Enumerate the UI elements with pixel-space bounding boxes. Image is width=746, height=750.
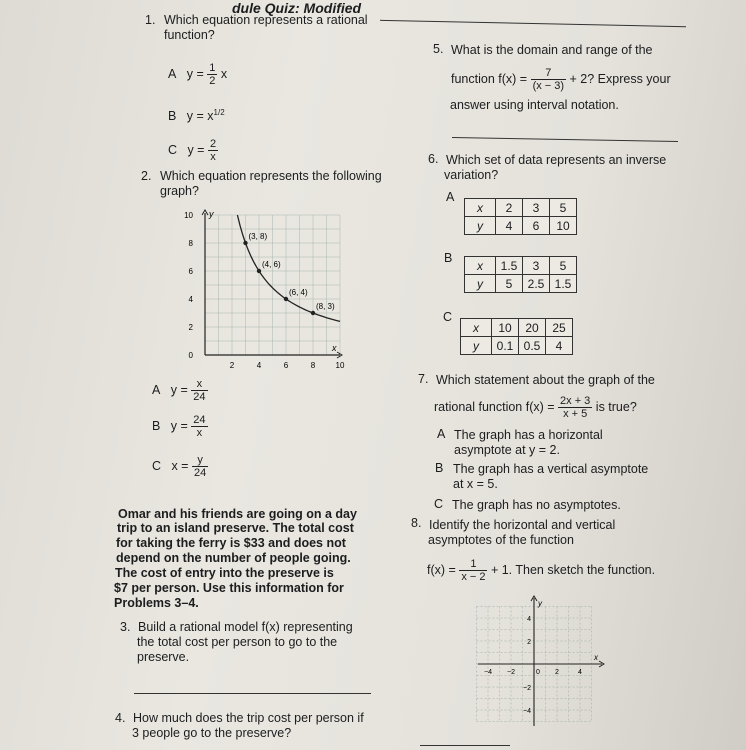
denominator: x [210,151,216,163]
row-header: y [461,337,492,355]
row-header: x [465,199,496,217]
equation-lhs: y = [187,142,205,157]
table-cell: 5 [496,275,523,293]
q3-number: 3. [120,620,131,634]
data-point-label: (4, 6) [262,260,281,269]
variable: x [220,66,228,81]
graph-grid [205,215,340,355]
equation-lhs: x = [171,458,189,473]
q5-text-line: What is the domain and range of the [451,43,653,57]
q2-option-a[interactable] [152,378,208,403]
denominator: 24 [193,391,206,403]
y-axis-label: y [209,209,214,219]
option-letter: A [437,427,446,441]
text-after-fraction: + 1. Then sketch the function. [490,562,656,577]
option-letter: A [152,382,161,397]
text-after-fraction: + 2? Express your [569,71,671,86]
row-header: y [465,217,496,235]
option-letter: C [434,497,444,511]
fraction [191,414,207,439]
numerator: 2 [209,138,217,150]
option-text: The graph has no asymptotes. [452,498,621,512]
numerator: 1 [459,558,487,571]
row-header: x [465,257,496,275]
q6-option-c-table[interactable] [460,318,573,355]
table-cell: 1.5 [550,275,577,293]
q2-text-line2: graph? [160,184,199,198]
x-tick-label: −4 [484,669,492,676]
q1-option-a[interactable] [168,62,227,87]
q6-option-a-table[interactable] [464,198,577,235]
fraction [191,378,207,403]
q6-option-b-table[interactable] [464,256,577,293]
footer-line [420,745,510,746]
data-point [284,297,288,301]
table-cell: 3 [523,257,550,275]
x-tick-label: 10 [335,361,345,370]
q5-number: 5. [433,42,444,56]
x-axis-label: x [332,343,337,353]
table-cell: 4 [546,337,573,355]
y-tick-label: 6 [188,267,193,276]
denominator: x [196,427,203,439]
numerator: 2x + 3 [560,395,591,407]
x-axis-label: x [594,653,598,662]
numerator: 7 [531,67,566,80]
denominator: (x − 3) [532,80,565,92]
data-point [243,241,247,245]
text-after-fraction: is true? [595,399,637,414]
function-lhs: f(x) = [427,562,456,577]
equation-lhs: y = [170,418,188,433]
fraction [208,138,218,163]
x-tick-label: 8 [310,361,316,370]
q2-graph [170,205,370,375]
y-tick-label: 4 [527,616,531,623]
y-tick-label: 10 [184,211,193,220]
exponent: 1/2 [213,108,225,117]
option-letter: B [168,109,177,124]
option-letter: C [152,458,162,473]
equation-lhs: y = [186,66,204,81]
q3-text-line: Build a rational model f(x) representing [138,620,353,634]
q7-number: 7. [418,372,429,386]
q1-text-line2: function? [164,28,215,42]
q4-number: 4. [115,711,126,725]
q1-option-c[interactable] [168,138,218,163]
denominator: x + 5 [563,408,588,420]
function-lhs: rational function f(x) = [434,399,555,414]
q5-text-line2 [451,67,671,92]
q7-text-line2 [434,395,637,420]
passage-line: depend on the number of people going. [116,551,351,565]
denominator: 24 [193,467,207,479]
q5-text-line: answer using interval notation. [450,98,619,112]
option-letter: A [168,66,177,81]
passage-line: trip to an island preserve. The total cost [117,521,354,535]
table-cell: 4 [496,217,523,235]
equation-lhs: y = [170,382,188,397]
y-axis-label: y [538,599,542,608]
y-tick-label: −2 [523,685,531,692]
q2-number: 2. [141,169,152,183]
q8-text-line3 [427,558,655,583]
option-text: The graph has a horizontal [454,428,603,442]
table-cell: 0.5 [519,337,546,355]
passage-line: The cost of entry into the preserve is [115,566,334,580]
q1-option-b[interactable] [168,105,225,124]
q2-option-b[interactable] [152,414,208,439]
passage-line: Omar and his friends are going on a day [118,507,357,521]
x-tick-label: 0 [536,669,540,676]
data-points [243,232,335,315]
passage-line: $7 per person. Use this information for [114,581,344,595]
q2-option-c[interactable] [152,454,208,479]
numerator: y [192,454,208,467]
x-tick-label: 4 [578,669,582,676]
fraction [531,67,566,92]
table-cell: 10 [550,217,577,235]
denominator: x − 2 [461,571,486,583]
numerator: x [191,378,207,391]
data-point-label: (3, 8) [248,232,268,241]
y-tick-label: 2 [527,639,531,646]
table-cell: 6 [523,217,550,235]
option-text: The graph has a vertical asymptote [453,462,649,476]
equation: y = x [186,109,214,124]
q2-text-line1: Which equation represents the following [160,169,382,183]
row-header: y [465,275,496,293]
x-tick-label: 6 [283,361,289,370]
q3-answer-line[interactable] [134,693,371,694]
q5-answer-line[interactable] [452,137,678,142]
fraction [192,454,208,479]
table-cell: 2 [496,199,523,217]
option-letter: B [435,461,444,475]
q6-number: 6. [428,152,439,166]
tick-labels [484,616,582,715]
y-tick-label: −4 [523,708,531,715]
y-tick-label: 4 [188,295,193,304]
row-header: x [461,319,492,337]
q1-text-line1: Which equation represents a rational [164,13,368,27]
table-cell: 5 [550,257,577,275]
q8-number: 8. [411,516,422,530]
q4-text-line: 3 people go to the preserve? [132,726,292,740]
table-cell: 0.1 [492,337,519,355]
passage-line: Problems 3–4. [114,596,199,610]
denominator: 2 [209,75,216,87]
numerator: 24 [193,414,206,426]
table-cell: 5 [550,199,577,217]
q4-text-line: How much does the trip cost per person if [133,711,364,725]
q6-text-line: variation? [444,168,499,182]
table-cell: 2.5 [523,275,550,293]
fraction [459,558,487,583]
y-tick-label: 2 [188,323,193,332]
q7-text-line: Which statement about the graph of the [436,373,655,387]
q6-option-b-letter[interactable]: B [444,251,453,265]
y-tick-label: 8 [188,239,193,248]
table-cell: 3 [523,199,550,217]
passage-line: for taking the ferry is $33 and does not [116,536,346,550]
table-cell: 10 [492,319,519,337]
q3-text-line: preserve. [137,650,190,664]
fraction [558,395,592,420]
title-underline [380,20,686,27]
table-cell: 1.5 [496,257,523,275]
option-letter: C [168,142,178,157]
y-tick-label: 0 [188,351,193,360]
q8-text-line: Identify the horizontal and vertical [429,518,616,532]
data-point [257,269,261,273]
page-title: dule Quiz: Modified [232,0,362,16]
q6-text-line: Which set of data represents an inverse [446,153,667,167]
data-point-label: (6, 4) [289,288,308,297]
option-text: asymptote at y = 2. [454,443,560,457]
q3-text-line: the total cost per person to go to the [137,635,338,649]
x-tick-label: −2 [507,669,515,676]
q8-sketch-grid[interactable] [470,592,610,732]
q6-option-c-letter[interactable]: C [443,310,453,324]
table-cell: 25 [546,319,573,337]
numerator: 1 [209,62,216,74]
q1-number: 1. [145,13,156,27]
x-tick-label: 4 [256,361,262,370]
option-text: at x = 5. [453,477,498,491]
option-letter: B [152,418,161,433]
q6-option-a-letter[interactable]: A [446,190,455,204]
x-tick-label: 2 [229,361,235,370]
table-cell: 20 [519,319,546,337]
x-tick-label: 2 [555,669,559,676]
data-point-label: (8, 3) [316,302,335,311]
function-lhs: function f(x) = [451,71,528,86]
fraction [207,62,217,87]
data-point [311,311,315,315]
q8-text-line: asymptotes of the function [428,533,574,547]
